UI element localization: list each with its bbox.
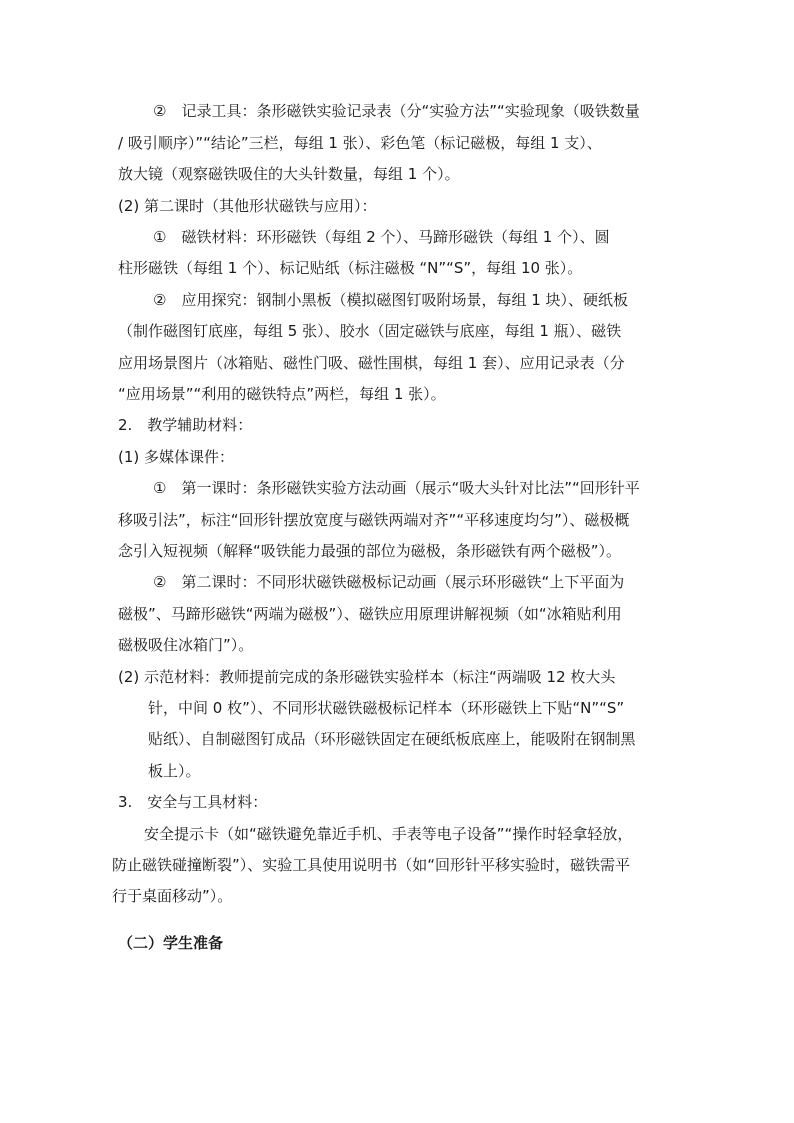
text-line: 念引入短视频（解释“吸铁能力最强的部位为磁极，条形磁铁有两个磁极”）。 (118, 542, 622, 560)
text-line: 防止磁铁碰撞断裂”）、实验工具使用说明书（如“回形针平移实验时，磁铁需平 (112, 856, 631, 874)
text-line: 移吸引法”，标注“回形针摆放宽度与磁铁两端对齐”“平移速度均匀”）、磁极概 (118, 511, 630, 529)
section-title: （二）学生准备 (118, 934, 224, 952)
section-heading: 2. 教学辅助材料： (118, 416, 253, 434)
text-line: ① 磁铁材料：环形磁铁（每组 2 个）、马蹄形磁铁（每组 1 个）、圆 (153, 228, 610, 246)
text-line: “应用场景”“利用的磁铁特点”两栏，每组 1 张）。 (118, 385, 446, 403)
subsection-heading: (1) 多媒体课件： (118, 448, 235, 466)
text-line: ② 记录工具：条形磁铁实验记录表（分“实验方法”“实验现象（吸铁数量 (153, 102, 640, 120)
text-line: 柱形磁铁（每组 1 个）、标记贴纸（标注磁极 “N”“S”，每组 10 张）。 (118, 259, 583, 277)
text-line: 安全提示卡（如“磁铁避免靠近手机、手表等电子设备”“操作时轻拿轻放， (144, 825, 633, 843)
text-line: (2) 示范材料：教师提前完成的条形磁铁实验样本（标注“两端吸 12 枚大头 (118, 668, 616, 686)
text-line: 应用场景图片（冰箱贴、磁性门吸、磁性围棋，每组 1 套）、应用记录表（分 (118, 354, 625, 372)
text-line: 贴纸）、自制磁图钉成品（环形磁铁固定在硬纸板底座上，能吸附在钢制黑 (148, 730, 636, 748)
text-line: 行于桌面移动”）。 (112, 887, 233, 905)
text-line: ① 第一课时：条形磁铁实验方法动画（展示“吸大头针对比法”“回形针平 (153, 479, 640, 497)
text-line: ② 第二课时：不同形状磁铁磁极标记动画（展示环形磁铁“上下平面为 (153, 573, 625, 591)
text-line: 针，中间 0 枚”）、不同形状磁铁磁极标记样本（环形磁铁上下贴“N”“S” (148, 699, 625, 717)
text-line: 板上）。 (148, 762, 201, 780)
text-line: 磁极”、马蹄形磁铁“两端为磁极”）、磁铁应用原理讲解视频（如“冰箱贴利用 (118, 605, 622, 623)
text-line: ② 应用探究：钢制小黑板（模拟磁图钉吸附场景，每组 1 块）、硬纸板 (153, 291, 629, 309)
text-line: （制作磁图钉底座，每组 5 张）、胶水（固定磁铁与底座，每组 1 瓶）、磁铁 (118, 322, 622, 340)
text-line: / 吸引顺序）”“结论”三栏，每组 1 张）、彩色笔（标记磁极，每组 1 支）、 (118, 134, 602, 152)
text-line: 磁极吸住冰箱门”）。 (118, 636, 254, 654)
text-line: 放大镜（观察磁铁吸住的大头针数量，每组 1 个）。 (118, 165, 460, 183)
text-line: (2) 第二课时（其他形状磁铁与应用）： (118, 197, 377, 215)
section-heading: 3. 安全与工具材料： (118, 793, 268, 811)
